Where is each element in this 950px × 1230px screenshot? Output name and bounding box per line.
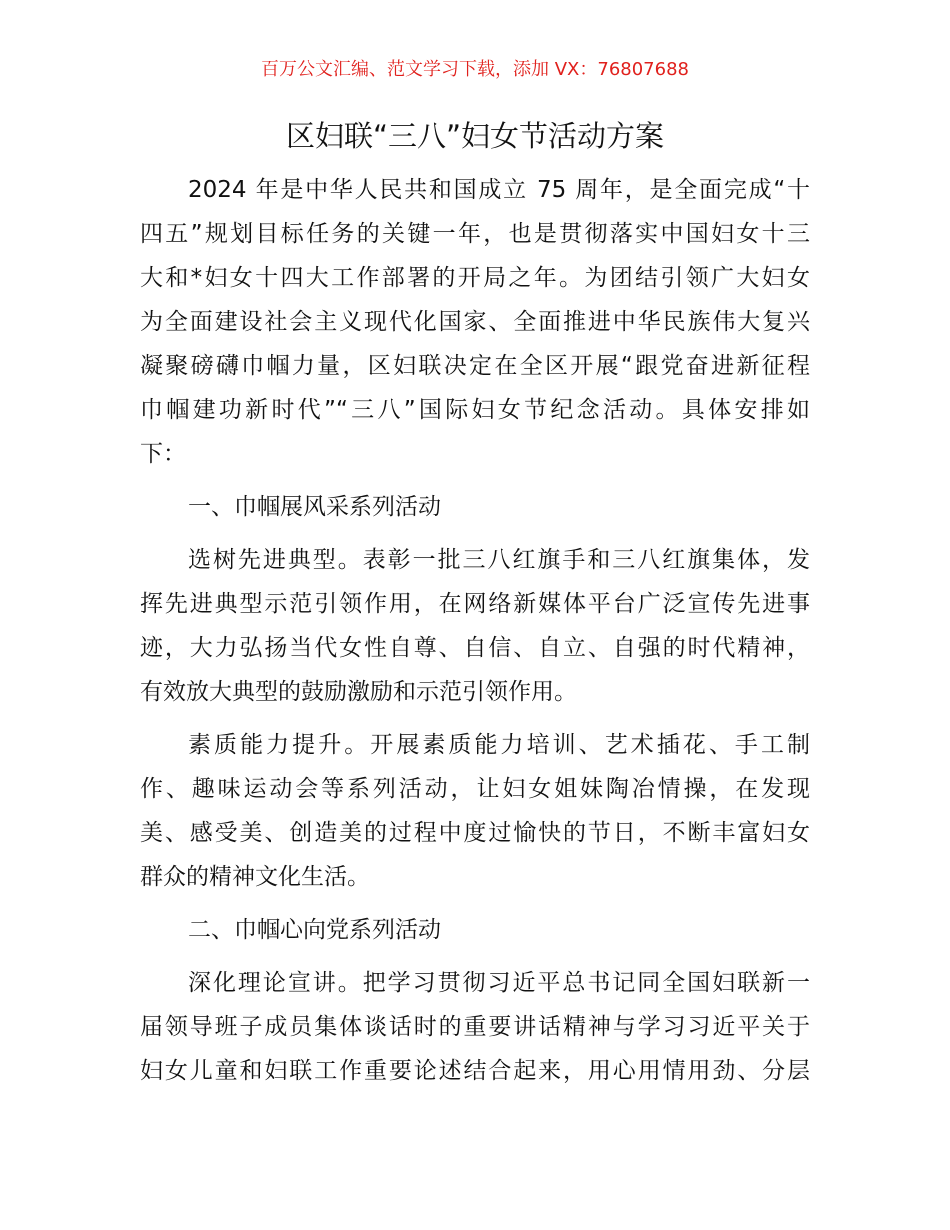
text-line: 群众的精神文化生活。 <box>140 864 370 890</box>
text-line: 有效放大典型的鼓励激励和示范引领作用。 <box>140 679 577 705</box>
text-line: 深化理论宣讲。把学习贯彻习近平总书记同全国妇联新一 <box>188 970 810 996</box>
text-line: 为全面建设社会主义现代化国家、全面推进中华民族伟大复兴 <box>140 309 810 335</box>
text-line: 下： <box>140 441 186 467</box>
paragraph <box>140 168 810 476</box>
text-line: 届领导班子成员集体谈话时的重要讲话精神与学习习近平关于 <box>140 1014 810 1040</box>
document-body <box>140 168 810 1102</box>
text-line: 迹，大力弘扬当代女性自尊、自信、自立、自强的时代精神， <box>140 635 810 661</box>
paragraph <box>140 723 810 899</box>
section-heading <box>140 485 810 529</box>
text-line: 大和*妇女十四大工作部署的开局之年。为团结引领广大妇女 <box>140 265 810 291</box>
text-line: 选树先进典型。表彰一批三八红旗手和三八红旗集体，发 <box>188 547 810 573</box>
text-line: 美、感受美、创造美的过程中度过愉快的节日，不断丰富妇女 <box>140 820 810 846</box>
text-line: 巾帼建功新时代”“三八”国际妇女节纪念活动。具体安排如 <box>140 397 810 423</box>
text-line: 素质能力提升。开展素质能力培训、艺术插花、手工制 <box>188 732 810 758</box>
watermark-banner: 百万公文汇编、范文学习下载，添加 VX：76807688 <box>261 59 689 80</box>
text-line: 二、巾帼心向党系列活动 <box>188 917 441 943</box>
section-heading <box>140 908 810 952</box>
text-line: 2024 年是中华人民共和国成立 75 周年，是全面完成“十 <box>188 177 810 203</box>
text-line: 妇女儿童和妇联工作重要论述结合起来，用心用情用劲、分层 <box>140 1058 810 1084</box>
text-line: 挥先进典型示范引领作用，在网络新媒体平台广泛宣传先进事 <box>140 591 810 617</box>
text-line: 作、趣味运动会等系列活动，让妇女姐妹陶冶情操，在发现 <box>140 776 810 802</box>
text-line: 一、巾帼展风采系列活动 <box>188 494 441 520</box>
document-title: 区妇联“三八”妇女节活动方案 <box>285 119 665 153</box>
paragraph <box>140 538 810 714</box>
text-line: 凝聚磅礴巾帼力量，区妇联决定在全区开展“跟党奋进新征程 <box>140 353 810 379</box>
paragraph <box>140 961 810 1093</box>
text-line: 四五”规划目标任务的关键一年，也是贯彻落实中国妇女十三 <box>140 221 810 247</box>
